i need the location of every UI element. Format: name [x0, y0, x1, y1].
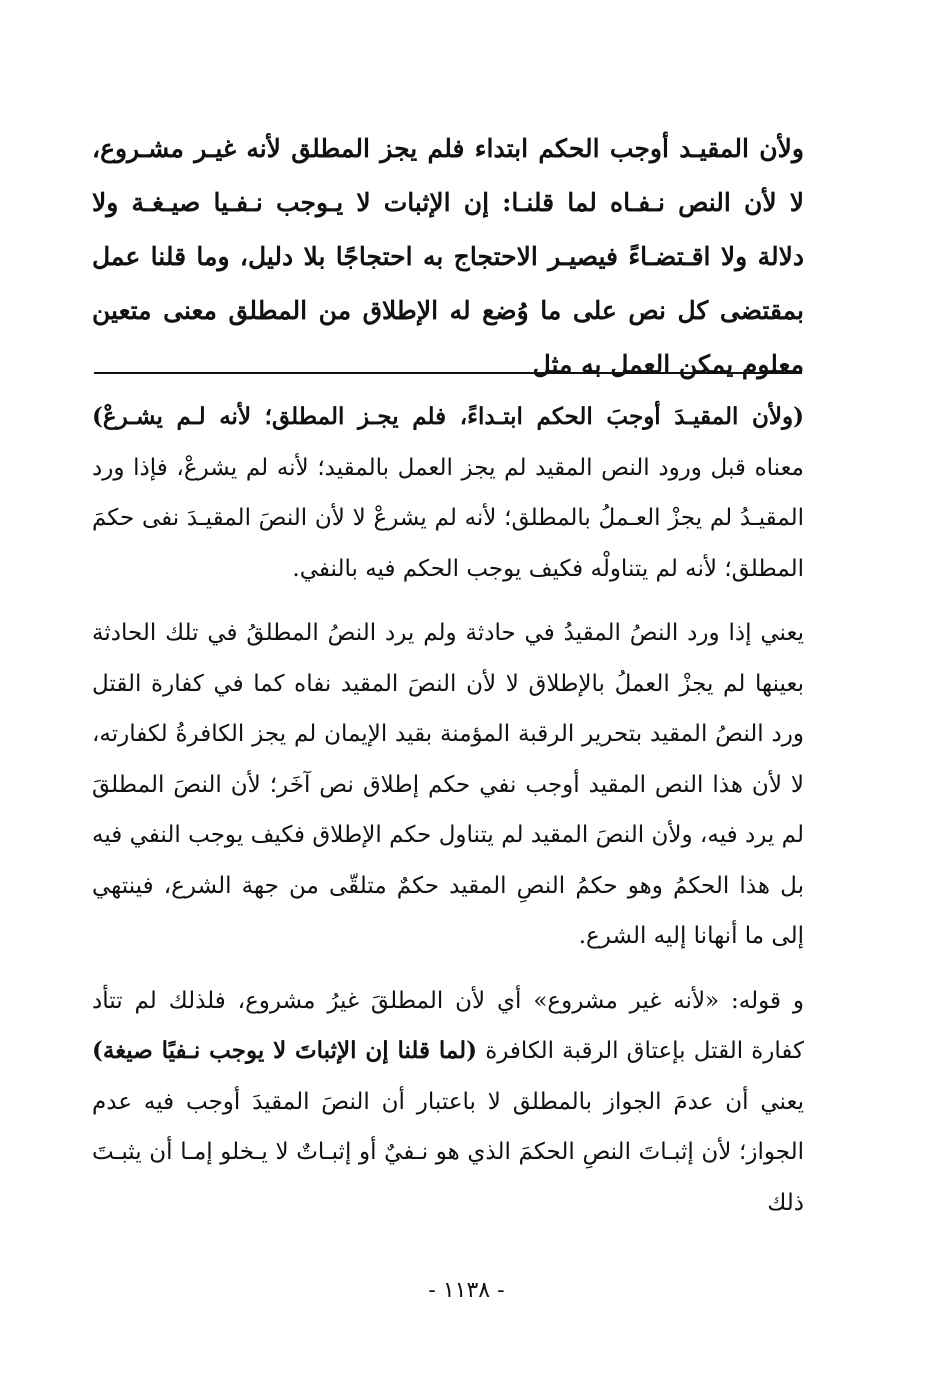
page-number: - ١١٣٨ -: [428, 1278, 505, 1303]
commentary-text: و قوله: «لأنه غير مشروع» أي لأن المطلقَ غيرُ مشروع، فلذلك لم تتأد كفارة القتل بإعتاق الرقبة الكافرة: [92, 987, 804, 1064]
sharh-text: [92, 392, 804, 1228]
quoted-matn: (ولأن المقيـدَ أوجبَ الحكم ابتـداءً، فلم يجـز المطلق؛ لأنه لـم يشـرعْ): [92, 403, 804, 430]
sharh-paragraph-3: [92, 976, 804, 1229]
sharh-paragraph-2: [92, 608, 804, 962]
quoted-matn: (لما قلنا إن الإثباتَ لا يوجب نـفيًا صيغة): [92, 1037, 478, 1064]
commentary-text: معناه قبل ورود النص المقيد لم يجز العمل بالمقيد؛ لأنه لم يشرعْ، فإذا ورد المقيـدُ لم يجزْ العـملُ بالمطلق؛ لأنه لم يشرعْ لا لأن النصَ المقيـدَ نفى حكمَ المطلق؛ لأنه لم يتناولْه فكيف يوجب الحكم فيه بالنفي.: [92, 454, 804, 582]
sharh-paragraph-1: [92, 392, 804, 594]
matn-text: [92, 122, 804, 392]
commentary-text: يعني إذا ورد النصُ المقيدُ في حادثة ولم يرد النصُ المطلقُ في تلك الحادثة بعينها لم يجزْ العملُ بالإطلاق لا لأن النصَ المقيد نفاه كما في كفارة القتل ورد النصُ المقيد بتحرير الرقبة المؤمنة بقيد الإيمان لم يجز الكافرةُ لكفارته، لا لأن هذا النص المقيد أوجب نفي حكم إطلاق نص آخَر؛ لأن النصَ المطلقَ لم يرد فيه، ولأن النصَ المقيد لم يتناول حكم الإطلاق فكيف يوجب النفي فيه بل هذا الحكمُ وهو حكمُ النصِ المقيد حكمٌ متلقّى من جهة الشرع، فينتهي إلى ما أنهانا إليه الشرع.: [92, 620, 804, 949]
footnote-divider: [94, 372, 802, 374]
commentary-text: يعني أن عدمَ الجواز بالمطلق لا باعتبار أن النصَ المقيدَ أوجب فيه عدم الجواز؛ لأن إثبـاتَ النصِ الحكمَ الذي هو نـفيٌ أو إثبـاتٌ لا يـخلو إمـا أن يثبـتَ ذلك: [92, 1088, 804, 1216]
matn-paragraph: ولأن المقيـد أوجب الحكم ابتداء فلم يجز المطلق لأنه غيـر مشـروع، لا لأن النص نـفـاه لما قلنـا: إن الإثبات لا يـوجب نـفـيا صيـغـة ولا دلالة ولا اقـتضـاءً فيصيـر الاحتجاج به احتجاجًا بلا دليل، وما قلنا عمل بمقتضى كل نص على ما وُضع له الإطلاق من المطلق معنى متعين معلوم يمكن العمل به مثل: [92, 134, 804, 379]
